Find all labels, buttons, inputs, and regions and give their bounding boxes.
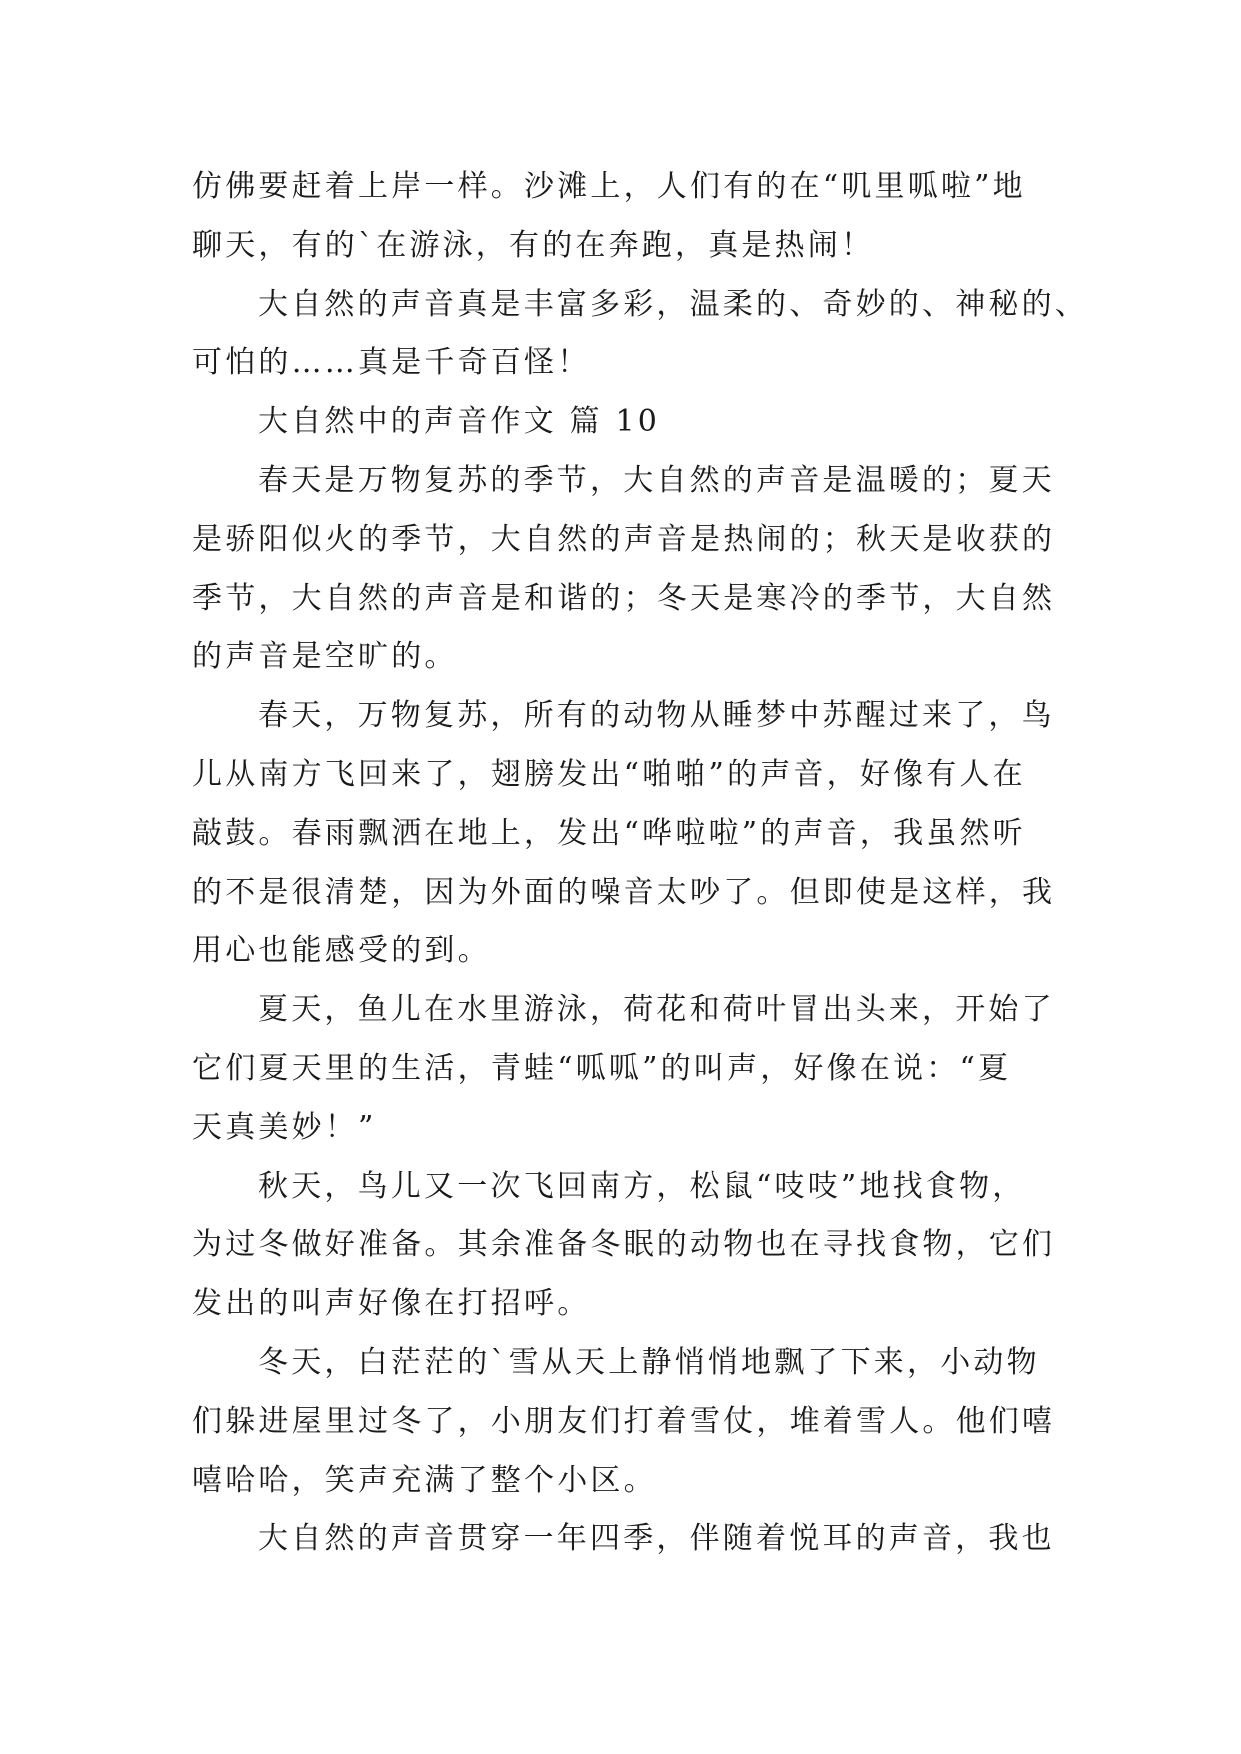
- text-line: 春天，万物复苏，所有的动物从睡梦中苏醒过来了，鸟: [258, 698, 1055, 734]
- section-heading: 大自然中的声音作文 篇 10: [258, 404, 661, 440]
- text-line: 们躲进屋里过冬了，小朋友们打着雪仗，堆着雪人。他们嘻: [192, 1403, 1056, 1439]
- text-line: 的不是很清楚，因为外面的噪音太吵了。但即使是这样，我: [192, 874, 1056, 910]
- text-line: 嘻哈哈，笑声充满了整个小区。: [192, 1462, 657, 1498]
- text-line: 大自然的声音真是丰富多彩，温柔的、奇妙的、神秘的、: [258, 286, 1088, 322]
- text-line: 的声音是空旷的。: [192, 639, 458, 675]
- text-line: 可怕的……真是千奇百怪！: [192, 345, 591, 381]
- text-line: 秋天，鸟儿又一次飞回南方，松鼠“吱吱”地找食物，: [258, 1168, 1026, 1204]
- text-line: 夏天，鱼儿在水里游泳，荷花和荷叶冒出头来，开始了: [258, 992, 1055, 1028]
- text-line: 聊天，有的`在游泳，有的在奔跑，真是热闹！: [192, 227, 875, 263]
- text-line: 它们夏天里的生活，青蛙“呱呱”的叫声，好像在说：“夏: [192, 1050, 1012, 1086]
- text-line: 天真美妙！”: [192, 1109, 377, 1145]
- body-text: [192, 158, 1088, 1569]
- text-line: 敲鼓。春雨飘洒在地上，发出“哗啦啦”的声音，我虽然听: [192, 815, 1026, 851]
- text-line: 是骄阳似火的季节，大自然的声音是热闹的；秋天是收获的: [192, 521, 1056, 557]
- text-line: 春天是万物复苏的季节，大自然的声音是温暖的；夏天: [258, 462, 1055, 498]
- text-line: 大自然的声音贯穿一年四季，伴随着悦耳的声音，我也: [258, 1521, 1055, 1557]
- text-line: 季节，大自然的声音是和谐的；冬天是寒冷的季节，大自然: [192, 580, 1056, 616]
- text-line: 为过冬做好准备。其余准备冬眠的动物也在寻找食物，它们: [192, 1227, 1056, 1263]
- text-line: 冬天，白茫茫的`雪从天上静悄悄地飘了下来，小动物: [258, 1344, 1040, 1380]
- text-line: 发出的叫声好像在打招呼。: [192, 1286, 591, 1322]
- text-line: 儿从南方飞回来了，翅膀发出“啪啪”的声音，好像有人在: [192, 756, 1026, 792]
- text-line: 用心也能感受的到。: [192, 933, 491, 969]
- text-line: 仿佛要赶着上岸一样。沙滩上，人们有的在“叽里呱啦”地: [192, 169, 1026, 204]
